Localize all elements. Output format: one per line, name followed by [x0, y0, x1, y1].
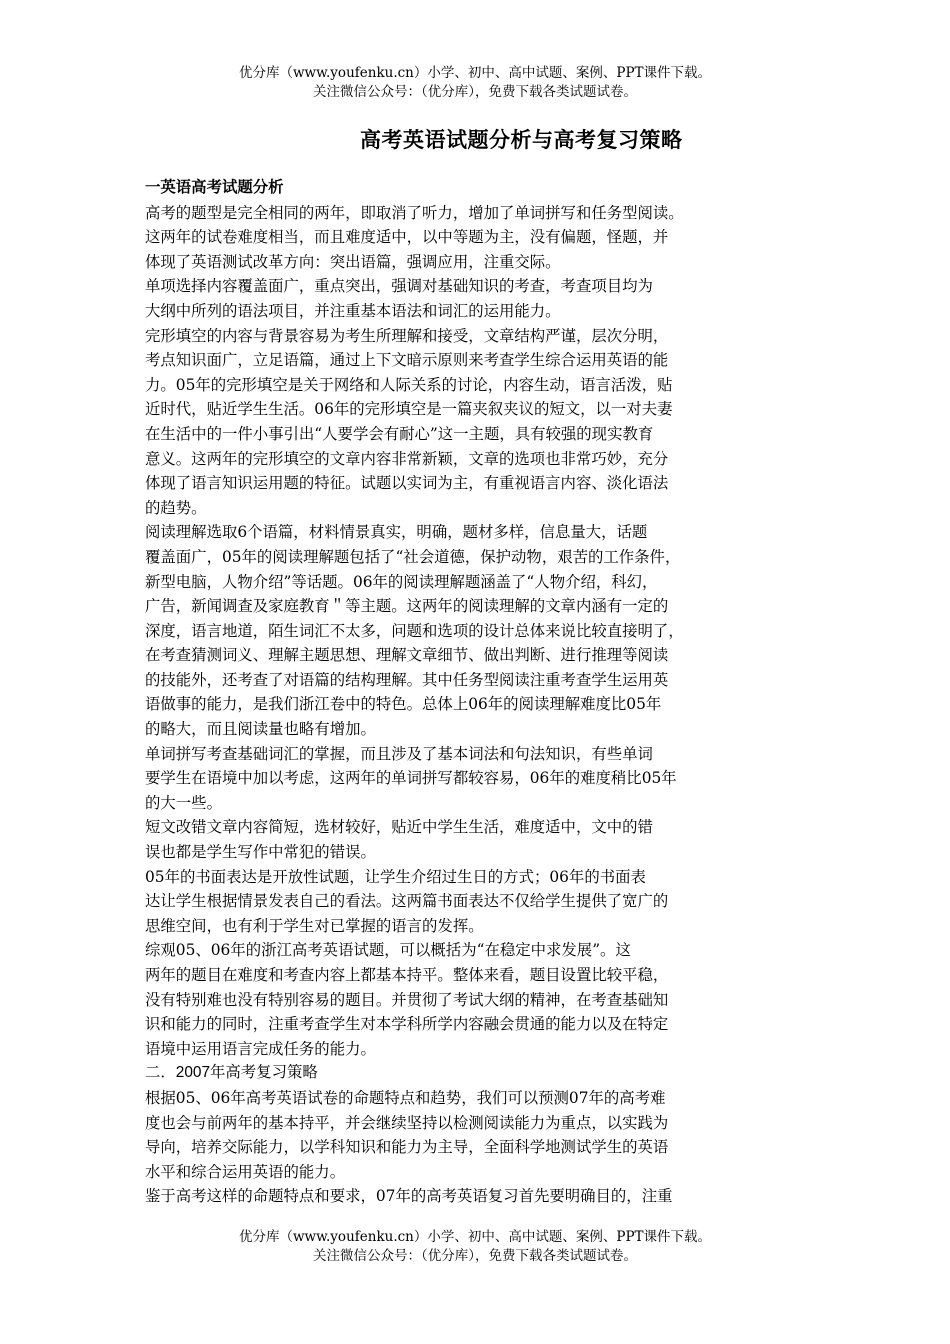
footer-line-1: 优分库（www.youfenku.cn）小学、初中、高中试题、案例、PPT课件下载。: [238, 1229, 712, 1245]
text-line: 考点知识面广，立足语篇，通过上下文暗示原则来考查学生综合运用英语的能: [145, 351, 669, 370]
header-line-1: 优分库（www.youfenku.cn）小学、初中、高中试题、案例、PPT课件下载。: [238, 65, 712, 81]
text-line: 导向，培养交际能力，以学科知识和能力为主导，全面科学地测试学生的英语: [145, 1138, 669, 1157]
text-line: 在生活中的一件小事引出“人要学会有耐心”这一主题，具有较强的现实教育: [145, 424, 654, 443]
text-line: 深度，语言地道，陌生词汇不太多，问题和选项的设计总体来说比较直接明了，: [145, 621, 684, 640]
text-line: 综观05、06年的浙江高考英语试题，可以概括为“在稳定中求发展”。这: [145, 941, 631, 960]
text-line: 体现了语言知识运用题的特征。试题以实词为主，有重视语言内容、淡化语法: [145, 474, 669, 493]
text-line: 单项选择内容覆盖面广，重点突出，强调对基础知识的考查，考查项目均为: [145, 277, 653, 296]
text-line: 识和能力的同时，注重考查学生对本学科所学内容融会贯通的能力以及在特定: [145, 1015, 669, 1034]
text-line: 单词拼写考查基础词汇的掌握，而且涉及了基本词法和句法知识，有些单词: [145, 744, 653, 763]
text-line: 覆盖面广，05年的阅读理解题包括了“社会道德，保护动物，艰苦的工作条件，: [145, 547, 681, 566]
document-body: [145, 176, 810, 1209]
text-line: 度也会与前两年的基本持平，并会继续坚持以检测阅读能力为重点，以实践为: [145, 1113, 669, 1132]
text-line: 的趋势。: [145, 498, 207, 517]
text-line: 体现了英语测试改革方向：突出语篇，强调应用，注重交际。: [145, 252, 561, 271]
text-line: 力。05年的完形填空是关于网络和人际关系的讨论，内容生动，语言活泼，贴: [145, 375, 673, 394]
text-line: 的大一些。: [145, 793, 222, 812]
text-line: 思维空间，也有利于学生对已掌握的语言的发挥。: [145, 916, 484, 935]
text-line: 的略大，而且阅读量也略有增加。: [145, 720, 376, 739]
text-line: 语境中运用语言完成任务的能力。: [145, 1039, 376, 1058]
page-footer: [0, 1228, 950, 1266]
text-line: 要学生在语境中加以考虑，这两年的单词拼写都较容易，06年的难度稍比05年: [145, 769, 677, 788]
text-line: 的技能外，还考查了对语篇的结构理解。其中任务型阅读注重考查学生运用英: [145, 670, 669, 689]
text-line: 短文改错文章内容简短，选材较好，贴近中学生生活，难度适中，文中的错: [145, 818, 653, 837]
text-line: 完形填空的内容与背景容易为考生所理解和接受，文章结构严谨，层次分明，: [145, 326, 669, 345]
text-line: 鉴于高考这样的命题特点和要求，07年的高考英语复习首先要明确目的，注重: [145, 1187, 673, 1206]
text-line: 水平和综合运用英语的能力。: [145, 1162, 346, 1181]
footer-line-2: 关注微信公众号：（优分库），免费下载各类试题试卷。: [313, 1248, 637, 1264]
text-line: 近时代，贴近学生生活。06年的完形填空是一篇夹叙夹议的短文，以一对夫妻: [145, 400, 673, 419]
text-line: 达让学生根据情景发表自己的看法。这两篇书面表达不仅给学生提供了宽广的: [145, 892, 669, 911]
header-line-2: 关注微信公众号：（优分库），免费下载各类试题试卷。: [313, 84, 637, 100]
text-line: 根据05、06年高考英语试卷的命题特点和趋势，我们可以预测07年的高考难: [145, 1088, 666, 1107]
text-line: 没有特别难也没有特别容易的题目。并贯彻了考试大纲的精神，在考查基础知: [145, 990, 669, 1009]
text-line: 两年的题目在难度和考查内容上都基本持平。整体来看，题目设置比较平稳，: [145, 966, 669, 984]
text-line: 阅读理解选取6个语篇，材料情景真实，明确，题材多样，信息量大，话题: [145, 523, 648, 542]
text-line: 在考查猜测词义、理解主题思想、理解文章细节、做出判断、进行推理等阅读: [145, 646, 669, 665]
text-line: 这两年的试卷难度相当，而且难度适中，以中等题为主，没有偏题，怪题，并: [145, 228, 669, 247]
document-title: 高考英语试题分析与高考复习策略: [360, 127, 683, 152]
page-header: [0, 64, 950, 102]
text-line: 05年的书面表达是开放性试题，让学生介绍过生日的方式；06年的书面表: [145, 867, 646, 886]
text-line: 误也都是学生写作中常犯的错误。: [145, 843, 376, 862]
text-line: 意义。这两年的完形填空的文章内容非常新颖，文章的选项也非常巧妙，充分: [145, 449, 669, 468]
text-line: 语做事的能力，是我们浙江卷中的特色。总体上06年的阅读理解难度比05年: [145, 695, 662, 714]
text-line: 广告，新闻调查及家庭教育＂等主题。这两年的阅读理解的文章内涵有一定的: [145, 597, 669, 616]
text-line: 大纲中所列的语法项目，并注重基本语法和词汇的运用能力。: [145, 301, 561, 320]
section-heading-2: 二．2007年高考复习策略: [145, 1064, 318, 1082]
text-line: 新型电脑，人物介绍”等话题。06年的阅读理解题涵盖了“人物介绍，科幻，: [145, 572, 658, 591]
text-line: 高考的题型是完全相同的两年，即取消了听力，增加了单词拼写和任务型阅读。: [145, 203, 684, 222]
section-heading-1: 一英语高考试题分析: [145, 179, 284, 196]
